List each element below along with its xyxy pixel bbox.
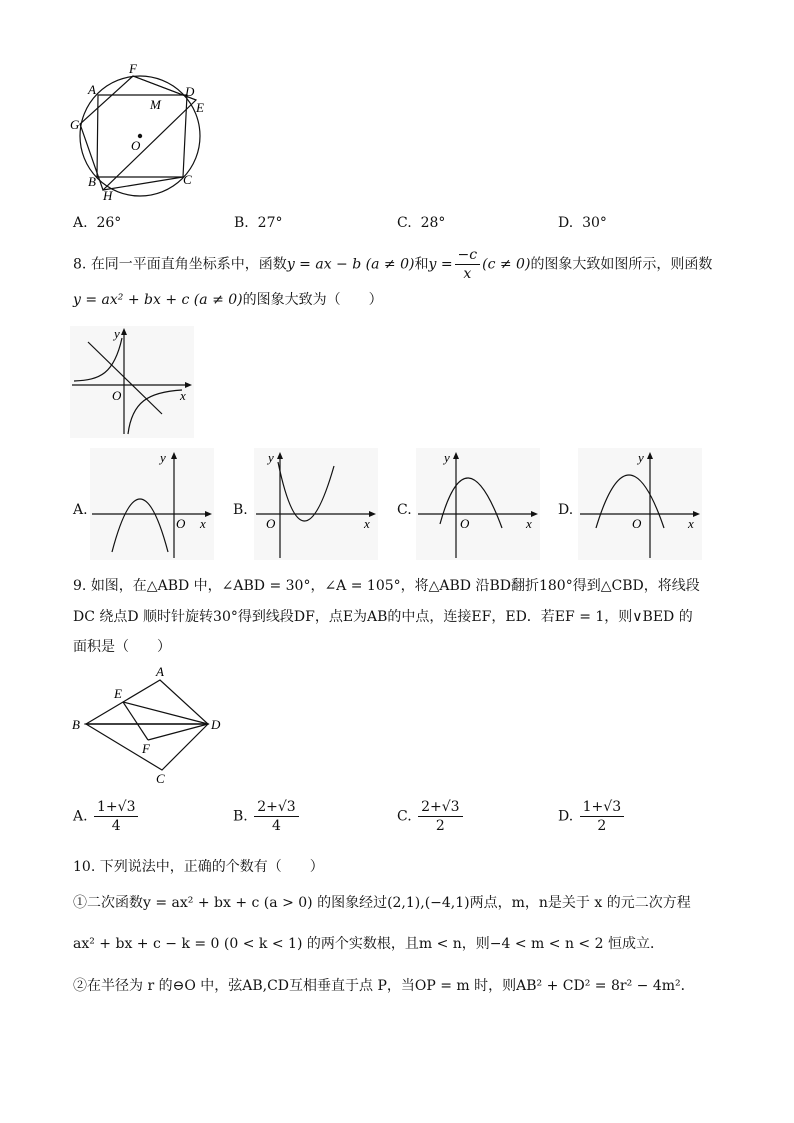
q7-label-b: B [88, 174, 96, 189]
q10-statement1-line1: ①二次函数y = ax² + bx + c (a > 0) 的图象经过(2,1),(−4,1)两点，m，n是关于 x 的元二次方程 [73, 895, 691, 911]
q7-label-o: O [131, 138, 141, 153]
q9-stem-line2: DC 绕点D 顺时针旋转30°得到线段DF，点E为AB的中点，连接EF，ED．若EF = 1，则∨BED 的 [73, 609, 693, 625]
q8-func2-cond: (c ≠ 0) [482, 256, 531, 273]
q9-option-a-denominator: 4 [111, 818, 121, 834]
q9-option-b-numerator: 2+√3 [254, 798, 298, 817]
q7-option-b-text: 27° [257, 215, 283, 231]
q8-func2-numerator: −c [455, 246, 481, 265]
q8-option-a-x-label: x [200, 516, 206, 531]
q7-option-c [397, 213, 445, 233]
q8-text2: 的图象大致如图所示，则函数 [530, 256, 713, 273]
q9-option-d-letter: D. [558, 808, 574, 825]
q9-option-d-numerator: 1+√3 [580, 798, 624, 817]
q8-option-d-origin-label: O [632, 516, 642, 531]
q8-func2-denominator: x [463, 266, 472, 282]
q9-number: 9. [73, 578, 87, 594]
q9-option-c-fraction [418, 798, 462, 835]
q7-label-e: E [196, 100, 204, 115]
q8-option-a-y-label: y [160, 450, 166, 465]
q8-option-d-y-label: y [638, 450, 644, 465]
q8-number: 8. [73, 256, 87, 273]
q9-option-b [233, 798, 301, 835]
q8-option-c-letter: C. [397, 502, 412, 518]
q10-statement1-line2: ax² + bx + c − k = 0 (0 < k < 1) 的两个实数根，且m < n，则−4 < m < n < 2 恒成立． [73, 936, 664, 952]
q7-label-h: H [103, 188, 113, 203]
q8-option-d-letter: D. [558, 502, 574, 518]
q7-label-c: C [183, 172, 192, 187]
q7-option-c-text: 28° [420, 215, 446, 231]
q7-option-a-text: 26° [96, 215, 122, 231]
q9-figure [68, 662, 228, 788]
q9-option-d-denominator: 2 [597, 818, 607, 834]
q8-option-d-graph [578, 448, 702, 560]
q9-label-c: C [156, 771, 165, 786]
q8-given-y-label: y [114, 326, 120, 341]
q10-statement2-line1: ②在半径为 r 的⊖O 中，弦AB,CD互相垂直于点 P，当OP = m 时，则AB² + CD² = 8r² − 4m²． [73, 978, 695, 994]
q9-option-c [397, 798, 465, 835]
q8-option-d-x-label: x [688, 516, 694, 531]
q9-label-d: D [211, 717, 221, 732]
q8-given-origin-label: O [112, 388, 122, 403]
q8-option-c-x-label: x [526, 516, 532, 531]
q8-func3: y = ax² + bx + c (a ≠ 0) [73, 292, 243, 308]
q8-text3: 的图象大致为（ ） [242, 292, 383, 308]
q8-option-a-graph [90, 448, 214, 560]
q8-option-c-graph [416, 448, 540, 560]
q7-label-f: F [129, 62, 137, 76]
q9-label-f: F [142, 741, 150, 756]
q7-option-a-letter: A. [73, 215, 88, 231]
q8-option-b-y-label: y [268, 450, 274, 465]
q7-circle-figure [62, 62, 222, 204]
q10-title [73, 857, 324, 877]
q9-label-e: E [114, 686, 122, 701]
q9-option-c-letter: C. [397, 808, 412, 825]
q8-func2-fraction [455, 246, 481, 283]
q7-label-g: G [70, 117, 80, 132]
q8-option-b-graph [254, 448, 378, 560]
q7-option-d-letter: D. [558, 215, 574, 231]
q8-option-a-origin-label: O [176, 516, 186, 531]
q8-func2-lhs: y = [428, 256, 453, 273]
q9-segment-fd [148, 724, 208, 740]
q9-option-b-letter: B. [233, 808, 248, 825]
q10-title-text: 下列说法中，正确的个数有（ ） [99, 859, 324, 875]
q8-option-c-y-label: y [444, 450, 450, 465]
q7-label-m: M [150, 97, 161, 112]
q9-option-b-denominator: 4 [271, 818, 281, 834]
q7-label-a: A [88, 82, 96, 97]
q9-option-a [73, 798, 140, 835]
q8-given-x-label: x [180, 388, 186, 403]
q7-option-c-letter: C. [397, 215, 412, 231]
q8-given-graph [70, 326, 194, 438]
q8-option-b-letter: B. [233, 502, 248, 518]
q7-option-a [73, 213, 121, 233]
q9-option-a-letter: A. [73, 808, 88, 825]
q9-stem-line1 [73, 576, 700, 596]
q7-option-d-text: 30° [582, 215, 607, 231]
q8-func1: y = ax − b (a ≠ 0) [286, 256, 415, 273]
q8-stem-line2 [73, 290, 383, 310]
q9-option-d [558, 798, 626, 835]
q9-option-a-fraction [94, 798, 138, 835]
q7-label-d: D [185, 84, 195, 99]
q8-option-b-x-label: x [364, 516, 370, 531]
q9-option-b-fraction [254, 798, 298, 835]
q9-option-c-denominator: 2 [435, 818, 445, 834]
q8-text1: 在同一平面直角坐标系中，函数 [90, 256, 287, 273]
q10-number: 10. [73, 859, 96, 875]
q9-option-a-numerator: 1+√3 [94, 798, 138, 817]
q9-label-a: A [156, 664, 164, 679]
q8-stem-line1 [73, 246, 712, 283]
q7-option-d [558, 213, 607, 233]
q7-option-b-letter: B. [234, 215, 249, 231]
q8-option-a-letter: A. [73, 502, 88, 518]
q9-line1-text: 如图，在△ABD 中，∠ABD = 30°，∠A = 105°，将△ABD 沿BD翻折180°得到△CBD，将线段 [90, 578, 700, 594]
q9-stem-line3: 面积是（ ） [73, 639, 171, 655]
q8-option-c-origin-label: O [460, 516, 470, 531]
q7-option-b [234, 213, 282, 233]
q9-label-b: B [72, 717, 80, 732]
q9-triangle-abd [86, 680, 208, 724]
q8-option-b-origin-label: O [266, 516, 276, 531]
q9-option-d-fraction [580, 798, 624, 835]
q8-and: 和 [414, 256, 429, 273]
q9-option-c-numerator: 2+√3 [418, 798, 462, 817]
